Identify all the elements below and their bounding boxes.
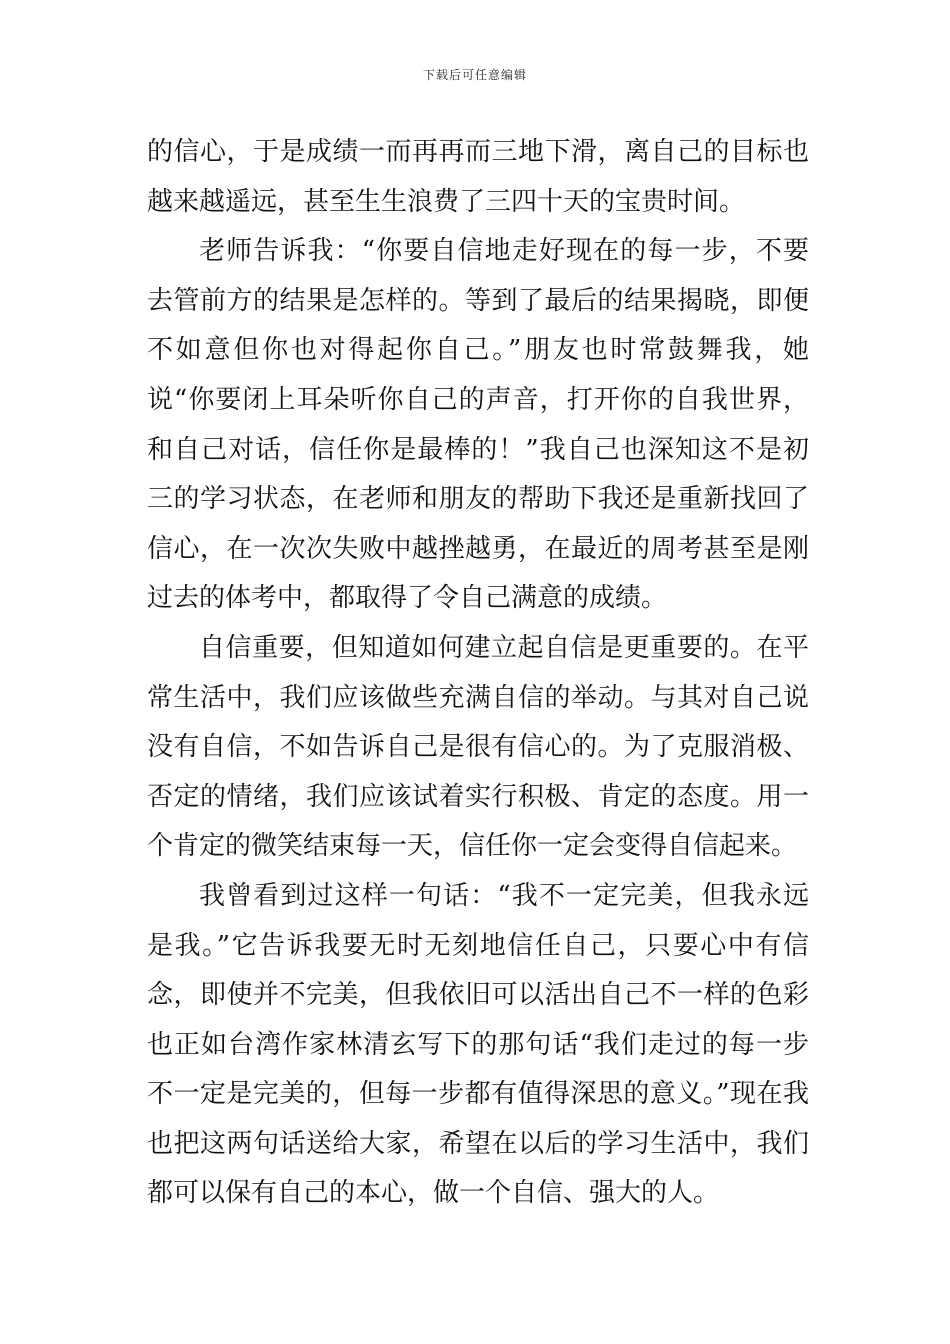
document-body	[147, 128, 809, 1219]
paragraph-building-confidence: 自信重要，但知道如何建立起自信是更重要的。在平常生活中，我们应该做些充满自信的举动。与其对自己说没有自信，不如告诉自己是很有信心的。为了克服消极、否定的情绪，我们应该试着实行积极、肯定的态度。用一个肯定的微笑结束每一天，信任你一定会变得自信起来。	[147, 632, 809, 862]
header-note: 下载后可任意编辑	[422, 68, 527, 82]
paragraph-teacher-advice: 老师告诉我：“你要自信地走好现在的每一步，不要去管前方的结果是怎样的。等到了最后的结果揭晓，即便不如意但你也对得起你自己。”朋友也时常鼓舞我，她说“你要闭上耳朵听你自己的声音，打开你的自我世界，和自己对话，信任你是最棒的！”我自己也深知这不是初三的学习状态，在老师和朋友的帮助下我还是重新找回了信心，在一次次失败中越挫越勇，在最近的周考甚至是刚过去的体考中，都取得了令自己满意的成绩。	[147, 236, 809, 614]
paragraph-closing: 我曾看到过这样一句话：“我不一定完美，但我永远是我。”它告诉我要无时无刻地信任自己，只要心中有信念，即使并不完美，但我依旧可以活出自己不一样的色彩也正如台湾作家林清玄写下的那句话“我们走过的每一步不一定是完美的，但每一步都有值得深思的意义。”现在我也把这两句话送给大家，希望在以后的学习生活中，我们都可以保有自己的本心，做一个自信、强大的人。	[147, 880, 809, 1209]
paragraph-continuation: 的信心，于是成绩一而再再而三地下滑，离自己的目标也越来越遥远，甚至生生浪费了三四十天的宝贵时间。	[147, 137, 809, 217]
